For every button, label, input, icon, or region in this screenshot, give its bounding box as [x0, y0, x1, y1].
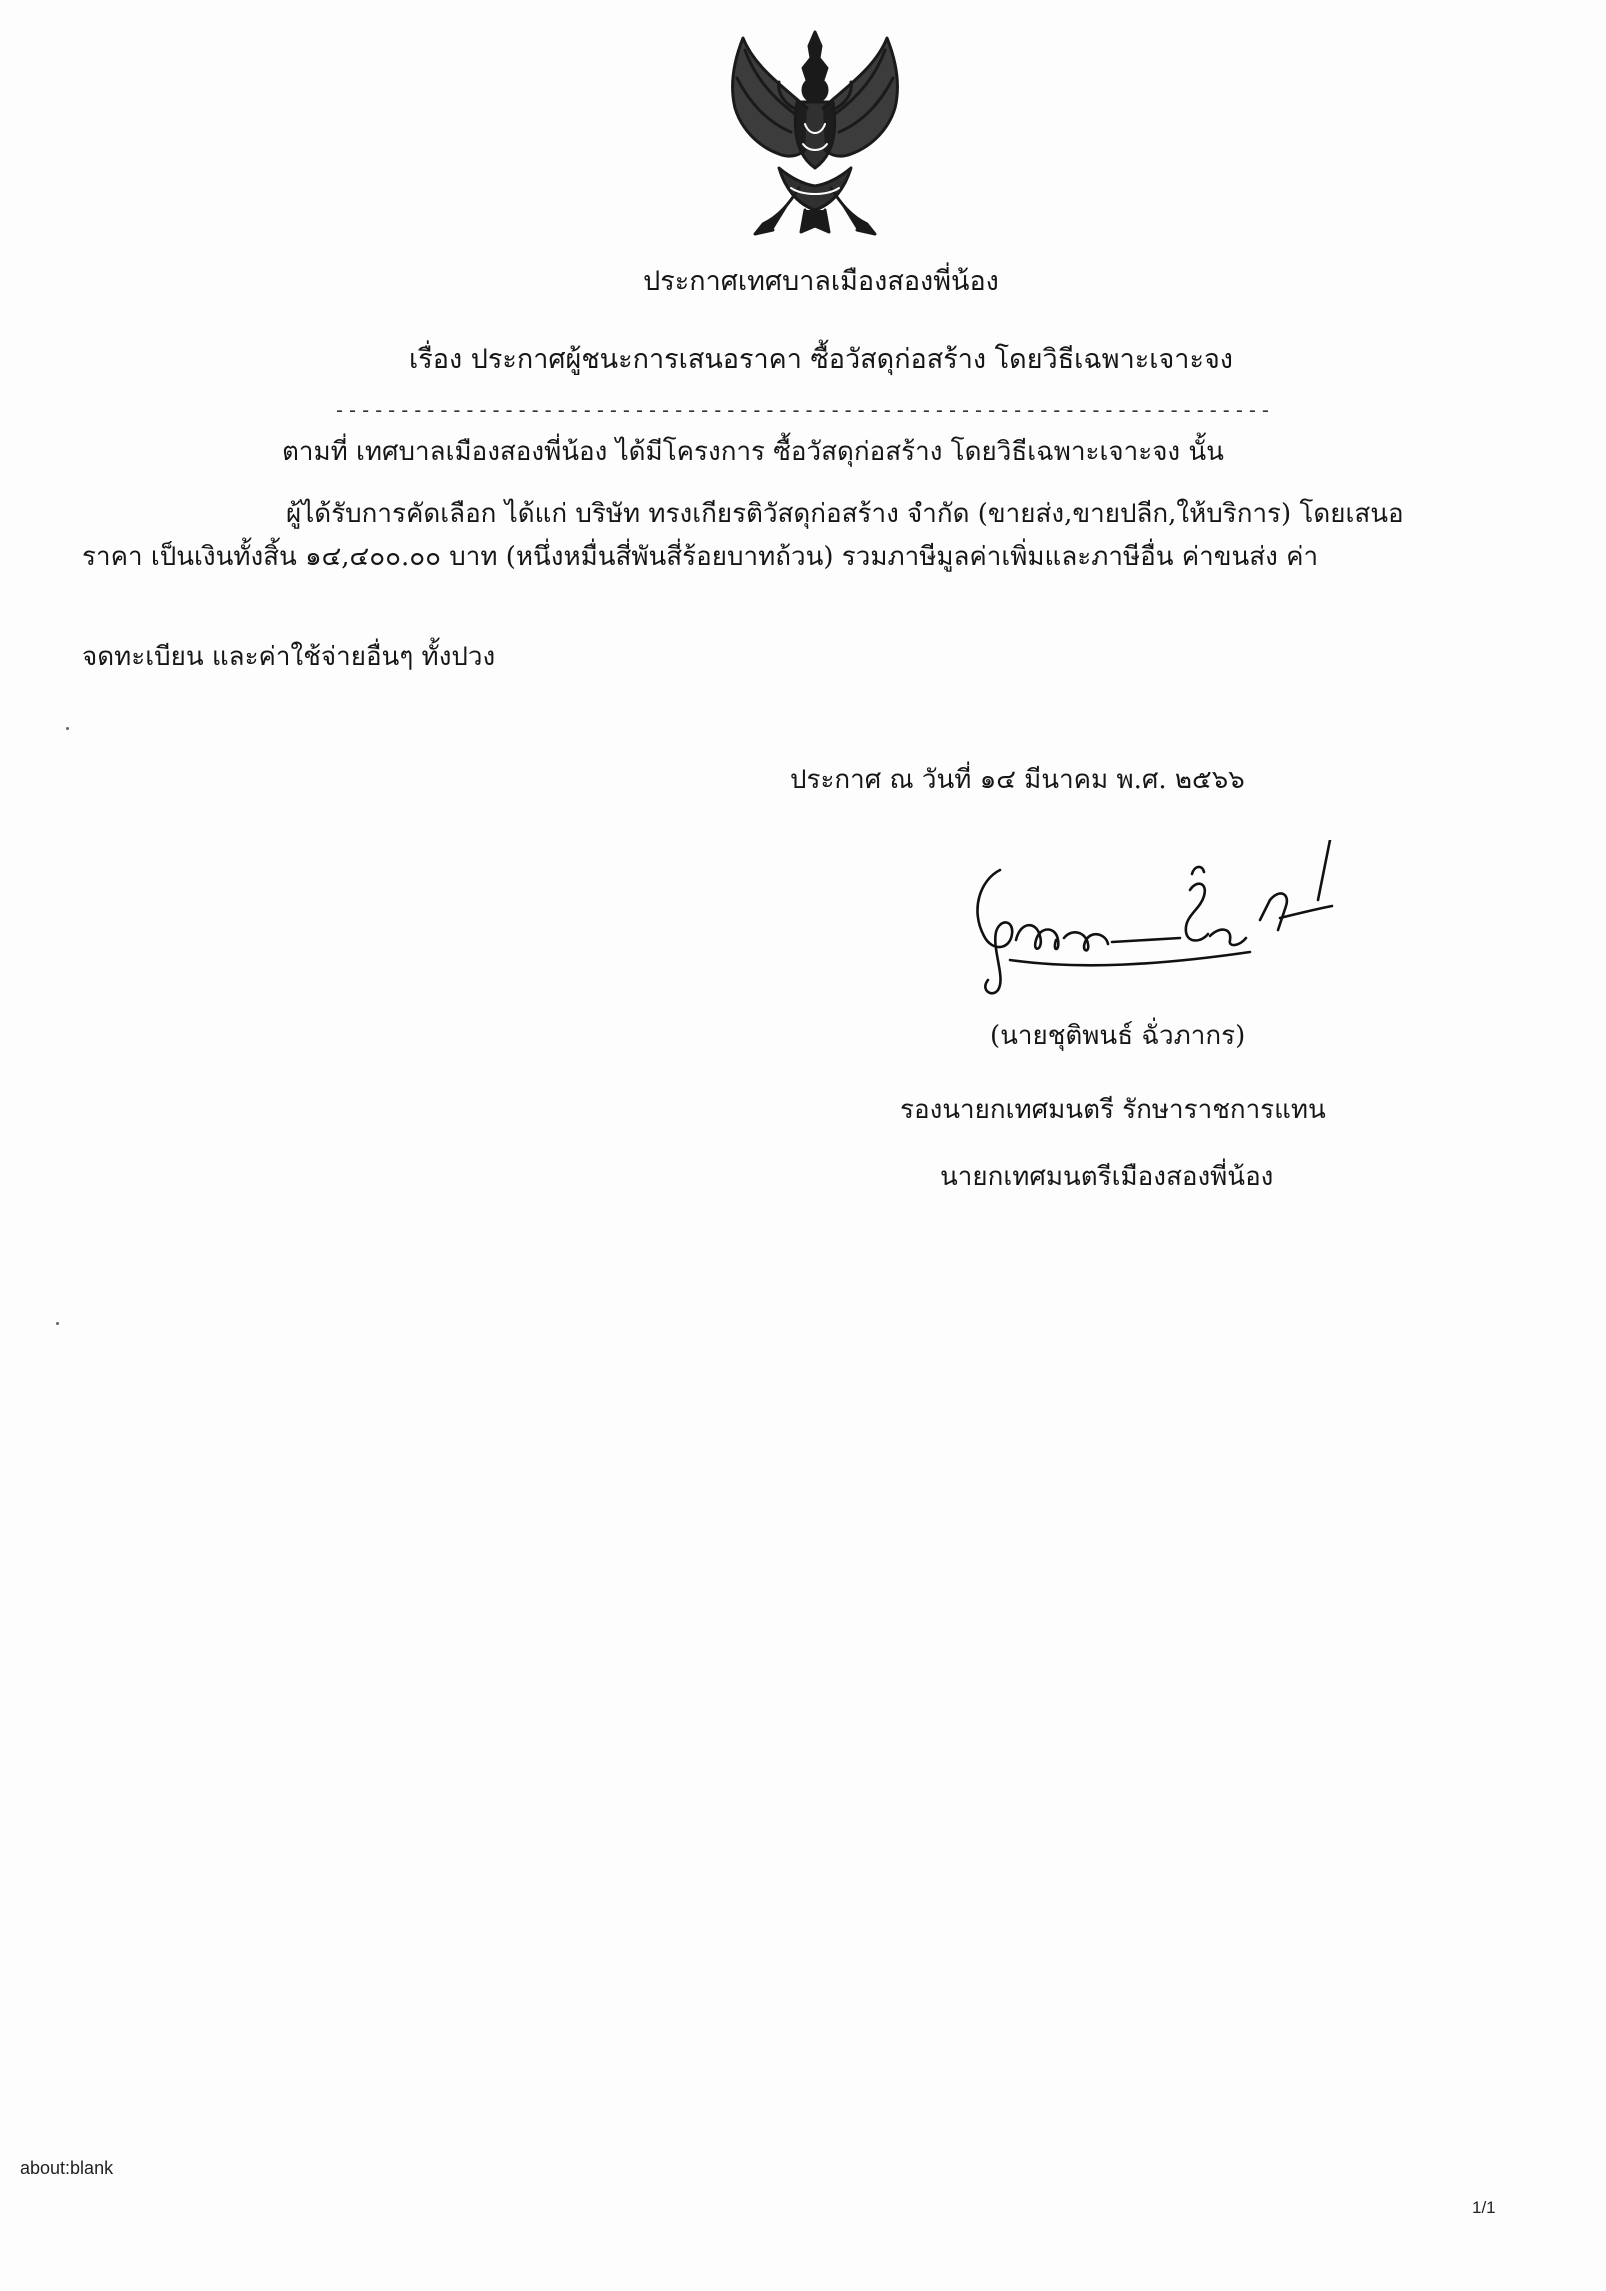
- body-line-4: จดทะเบียน และค่าใช้จ่ายอื่นๆ ทั้งปวง: [82, 642, 496, 672]
- garuda-emblem-icon: [715, 28, 915, 243]
- divider-line: ------------------------------------------------------------------------: [333, 398, 1273, 422]
- announcement-title: ประกาศเทศบาลเมืองสองพี่น้อง: [643, 266, 999, 297]
- body-line-3: ราคา เป็นเงินทั้งสิ้น ๑๔,๔๐๐.๐๐ บาท (หนึ่งหมื่นสี่พันสี่ร้อยบาทถ้วน) รวมภาษีมูลค่าเพิ่มและภาษีอื่น ค่าขนส่ง ค่า: [82, 542, 1319, 572]
- handwritten-signature: [940, 840, 1360, 1010]
- signatory-position-line-2: นายกเทศมนตรีเมืองสองพี่น้อง: [940, 1162, 1274, 1192]
- print-footer-page-number: 1/1: [1472, 2198, 1496, 2217]
- announcement-subject: เรื่อง ประกาศผู้ชนะการเสนอราคา ซื้อวัสดุก่อสร้าง โดยวิธีเฉพาะเจาะจง: [409, 344, 1233, 375]
- scan-speck: [66, 727, 69, 730]
- signatory-name: (นายชุติพนธ์ ฉั่วภากร): [990, 1021, 1246, 1051]
- signatory-position-line-1: รองนายกเทศมนตรี รักษาราชการแทน: [900, 1095, 1326, 1125]
- announcement-date: ประกาศ ณ วันที่ ๑๔ มีนาคม พ.ศ. ๒๕๖๖: [790, 765, 1245, 795]
- body-line-2: ผู้ได้รับการคัดเลือก ได้แก่ บริษัท ทรงเกียรติวัสดุก่อสร้าง จำกัด (ขายส่ง,ขายปลีก,ให้บริการ) โดยเสนอ: [286, 499, 1404, 529]
- scan-speck: [56, 1322, 59, 1325]
- body-line-1: ตามที่ เทศบาลเมืองสองพี่น้อง ได้มีโครงการ ซื้อวัสดุก่อสร้าง โดยวิธีเฉพาะเจาะจง นั้น: [282, 437, 1224, 467]
- print-footer-url: about:blank: [20, 2158, 114, 2178]
